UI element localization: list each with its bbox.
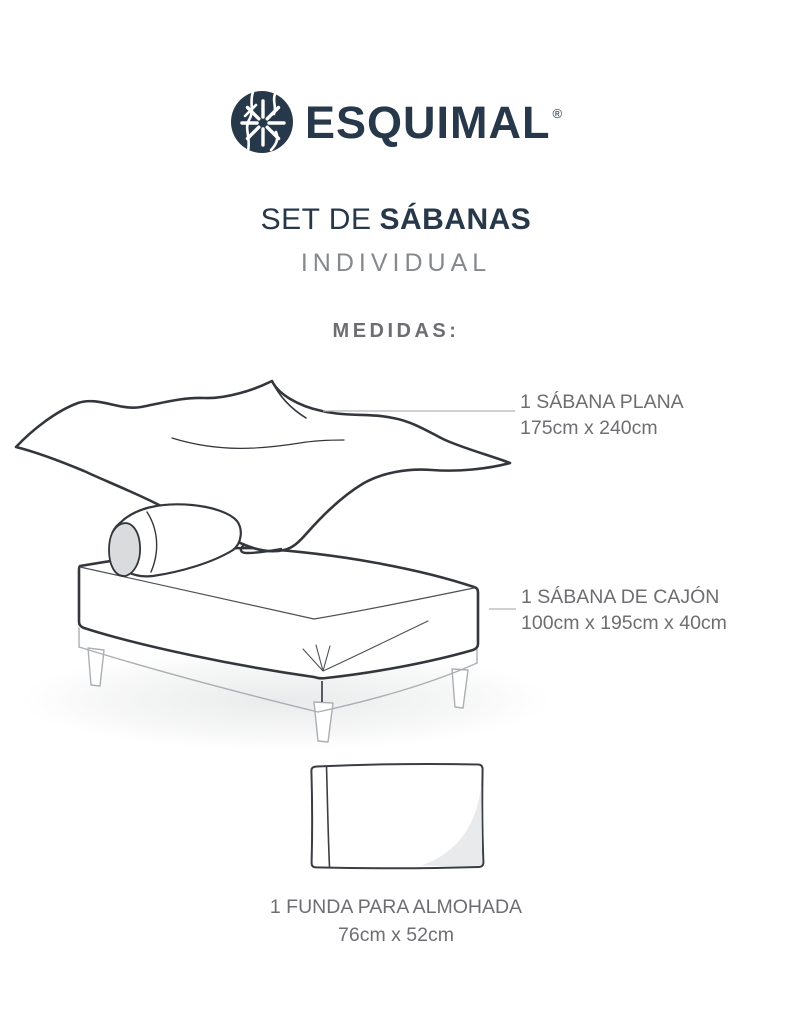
flat-sheet-illustration [16, 381, 510, 553]
fitted-sheet-name: 1 SÁBANA DE CAJÓN [521, 586, 720, 608]
pillowcase-name: 1 FUNDA PARA ALMOHADA [269, 896, 523, 918]
pillowcase-dimensions: 76cm x 52cm [338, 924, 454, 946]
bed-illustration [20, 548, 550, 750]
brand-wordmark: ESQUIMAL [304, 96, 551, 148]
measurements-heading: MEDIDAS: [332, 320, 460, 342]
product-title-prefix: SET DE [260, 203, 372, 236]
registered-trademark: ® [552, 105, 563, 121]
flat-sheet-dimensions: 175cm x 240cm [520, 417, 658, 439]
fitted-sheet-dimensions: 100cm x 195cm x 40cm [521, 612, 727, 634]
flat-sheet-name: 1 SÁBANA PLANA [520, 391, 684, 413]
product-size-variant: INDIVIDUAL [300, 249, 492, 277]
label-pillowcase [0, 893, 792, 949]
label-flat-sheet [520, 389, 684, 441]
pillowcase-illustration [311, 764, 483, 868]
label-fitted-sheet [521, 584, 727, 636]
product-title-emphasis: SÁBANAS [379, 203, 532, 236]
